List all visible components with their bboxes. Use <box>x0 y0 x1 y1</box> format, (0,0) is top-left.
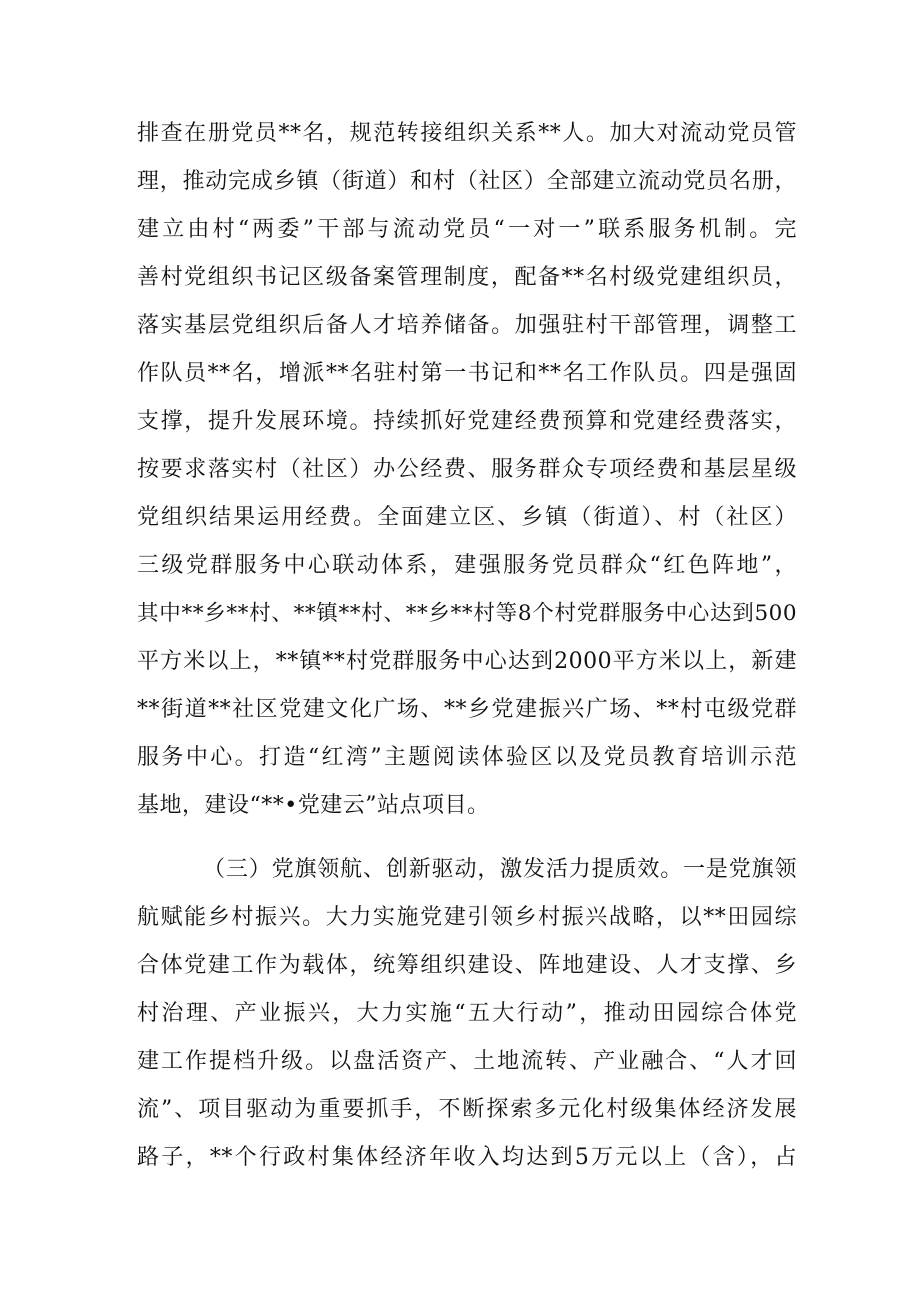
text-line: 作队员**名，增派**名驻村第一书记和**名工作队员。四是强固 <box>137 361 797 386</box>
text-line: 航赋能乡村振兴。大力实施党建引领乡村振兴战略，以**田园综 <box>137 905 797 930</box>
text-line: 支撑，提升发展环境。持续抓好党建经费预算和党建经费落实， <box>137 409 797 434</box>
text-line: 村治理、产业振兴，大力实施“五大行动”，推动田园综合体党 <box>137 1001 797 1026</box>
text-line: 排查在册党员**名，规范转接组织关系**人。加大对流动党员管 <box>137 121 797 146</box>
text-line: 基地，建设“**•党建云”站点项目。 <box>137 793 490 818</box>
text-line: 善村党组织书记区级备案管理制度，配备**名村级党建组织员， <box>137 265 797 290</box>
text-line: 路子，**个行政村集体经济年收入均达到5万元以上（含），占 <box>137 1145 797 1170</box>
text-line: 建立由村“两委”干部与流动党员“一对一”联系服务机制。完 <box>137 217 797 242</box>
text-line: 其中**乡**村、**镇**村、**乡**村等8个村党群服务中心达到500 <box>137 601 797 626</box>
text-line: 党组织结果运用经费。全面建立区、乡镇（街道）、村（社区） <box>137 505 797 530</box>
text-line: 合体党建工作为载体，统筹组织建设、阵地建设、人才支撑、乡 <box>137 953 797 978</box>
text-line: 建工作提档升级。以盘活资产、土地流转、产业融合、“人才回 <box>137 1049 797 1074</box>
text-line: 落实基层党组织后备人才培养储备。加强驻村干部管理，调整工 <box>137 313 797 338</box>
text-line: （三）党旗领航、创新驱动，激发活力提质效。一是党旗领 <box>203 857 797 882</box>
text-line: 平方米以上，**镇**村党群服务中心达到2000平方米以上，新建 <box>137 649 797 674</box>
paragraph-party-flag-leading <box>137 846 797 1182</box>
text-line: 流”、项目驱动为重要抓手，不断探索多元化村级集体经济发展 <box>137 1097 797 1122</box>
text-line: 按要求落实村（社区）办公经费、服务群众专项经费和基层星级 <box>137 457 797 482</box>
text-line: 理，推动完成乡镇（街道）和村（社区）全部建立流动党员名册， <box>137 169 797 194</box>
text-line: **街道**社区党建文化广场、**乡党建振兴广场、**村屯级党群 <box>137 697 797 722</box>
paragraph-party-member-management <box>137 110 797 830</box>
text-line: 服务中心。打造“红湾”主题阅读体验区以及党员教育培训示范 <box>137 745 797 770</box>
text-line: 三级党群服务中心联动体系，建强服务党员群众“红色阵地”， <box>137 553 797 578</box>
